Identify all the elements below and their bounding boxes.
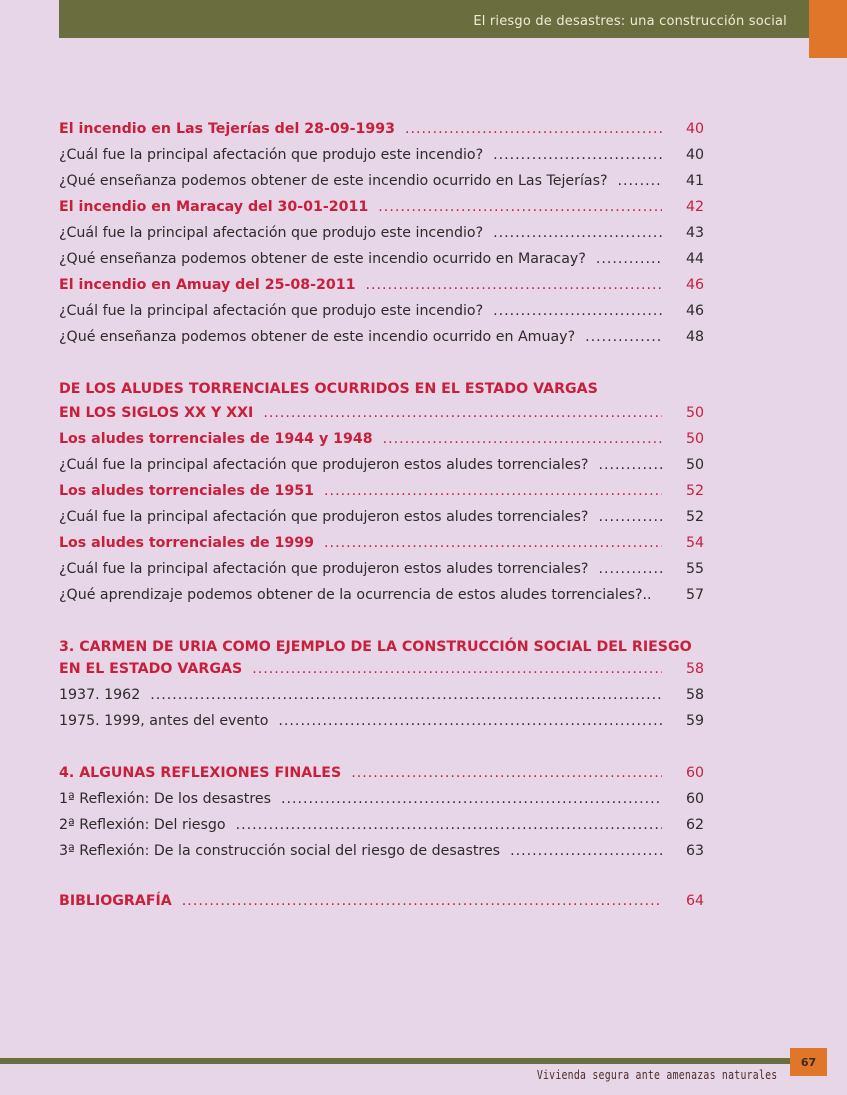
toc-page-number: 55: [685, 561, 704, 577]
toc-heading-entry[interactable]: [59, 400, 704, 422]
toc-entry-label: 1975. 1999, antes del evento: [59, 713, 269, 729]
header-bar: [59, 0, 828, 38]
toc-entry-label: ¿Qué enseñanza podemos obtener de este incendio ocurrido en Las Tejerías?: [59, 173, 608, 189]
dot-leader: [324, 534, 662, 552]
toc-page-number: 50: [685, 457, 704, 473]
toc-page-number: 62: [685, 817, 704, 833]
dot-leader: [150, 686, 662, 704]
toc-page-number: 63: [685, 843, 704, 859]
toc-heading-entry[interactable]: [59, 116, 704, 138]
toc-entry-label: ¿Cuál fue la principal afectación que produjeron estos aludes torrenciales?: [59, 509, 589, 525]
toc-entry[interactable]: [59, 246, 704, 268]
toc-section-heading: DE LOS ALUDES TORRENCIALES OCURRIDOS EN EL ESTADO VARGAS: [59, 381, 598, 397]
dot-leader: [383, 430, 662, 448]
toc-entry-label: EN EL ESTADO VARGAS: [59, 661, 243, 677]
toc-entry-label: El incendio en Maracay del 30-01-2011: [59, 199, 369, 215]
toc-heading-entry[interactable]: [59, 194, 704, 216]
toc-page-number: 46: [685, 303, 704, 319]
toc-entry-label: 4. ALGUNAS REFLEXIONES FINALES: [59, 765, 342, 781]
page-number-badge: 67: [790, 1048, 827, 1076]
toc-page-number: 40: [685, 147, 704, 163]
dot-leader: [510, 842, 662, 860]
toc-page-number: 40: [685, 121, 704, 137]
toc-entry-label: 2ª Reflexión: Del riesgo: [59, 817, 226, 833]
dot-leader: [252, 660, 662, 678]
toc-page-number: 50: [685, 431, 704, 447]
toc-entry-label: ¿Qué enseñanza podemos obtener de este incendio ocurrido en Amuay?: [59, 329, 576, 345]
toc-entry-label: BIBLIOGRAFÍA: [59, 893, 172, 909]
footer-rule: [0, 1058, 790, 1064]
toc-page-number: 52: [685, 509, 704, 525]
dot-leader: [405, 120, 662, 138]
toc-page-number: 58: [685, 661, 704, 677]
toc-entry[interactable]: [59, 838, 704, 860]
toc-heading-entry[interactable]: [59, 478, 704, 500]
toc-heading-entry[interactable]: [59, 426, 704, 448]
toc-entry-label: ¿Cuál fue la principal afectación que produjeron estos aludes torrenciales?: [59, 561, 589, 577]
toc-page-number: 44: [685, 251, 704, 267]
toc-page-number: 50: [685, 405, 704, 421]
toc-section-heading: 3. CARMEN DE URIA COMO EJEMPLO DE LA CONSTRUCCIÓN SOCIAL DEL RIESGO: [59, 639, 692, 655]
toc-page-number: 60: [685, 765, 704, 781]
dot-leader: [324, 482, 662, 500]
toc-page-number: 58: [685, 687, 704, 703]
toc-entry[interactable]: [59, 556, 704, 578]
toc-entry[interactable]: [59, 168, 704, 190]
toc-entry-label: EN LOS SIGLOS XX Y XXI: [59, 405, 254, 421]
dot-leader: [351, 764, 662, 782]
toc-entry-label: Los aludes torrenciales de 1999: [59, 535, 315, 551]
toc-entry-label: ¿Cuál fue la principal afectación que produjo este incendio?: [59, 303, 484, 319]
toc-entry[interactable]: [59, 220, 704, 242]
dot-leader: [182, 892, 662, 910]
toc-entry[interactable]: [59, 504, 704, 526]
toc-entry-label: ¿Cuál fue la principal afectación que produjo este incendio?: [59, 225, 484, 241]
toc-heading-entry[interactable]: [59, 272, 704, 294]
toc-entry[interactable]: [59, 812, 704, 834]
toc-entry[interactable]: [59, 452, 704, 474]
toc-entry[interactable]: [59, 708, 704, 730]
toc-entry-label: 1937. 1962: [59, 687, 141, 703]
toc-entry-label: El incendio en Amuay del 25-08-2011: [59, 277, 356, 293]
toc-entry-label: 3ª Reflexión: De la construcción social del riesgo de desastres: [59, 843, 501, 859]
dot-leader: [365, 276, 662, 294]
toc-entry-label: ¿Qué enseñanza podemos obtener de este incendio ocurrido en Maracay?: [59, 251, 586, 267]
toc-entry[interactable]: [59, 682, 704, 704]
toc-page-number: 48: [685, 329, 704, 345]
book-title-footer: Vivienda segura ante amenazas naturales: [536, 1068, 777, 1082]
toc-heading-entry[interactable]: [59, 530, 704, 552]
toc-page-number: 42: [685, 199, 704, 215]
dot-leader: [596, 250, 662, 268]
toc-page-number: 41: [685, 173, 704, 189]
dot-leader: [263, 404, 662, 422]
toc-page-number: 60: [685, 791, 704, 807]
dot-leader: [493, 302, 662, 320]
toc-heading-entry[interactable]: [59, 888, 704, 910]
toc-page-number: 43: [685, 225, 704, 241]
toc-entry-label: ¿Cuál fue la principal afectación que produjeron estos aludes torrenciales?: [59, 457, 589, 473]
corner-tab: [809, 0, 847, 58]
dot-leader: [585, 328, 662, 346]
dot-leader: [598, 560, 662, 578]
toc-entry[interactable]: [59, 582, 704, 604]
toc-heading-entry[interactable]: [59, 760, 704, 782]
toc-page-number: 52: [685, 483, 704, 499]
toc-entry[interactable]: [59, 786, 704, 808]
dot-leader: [493, 146, 662, 164]
toc-entry-label: ¿Cuál fue la principal afectación que produjo este incendio?: [59, 147, 484, 163]
toc-entry[interactable]: [59, 142, 704, 164]
dot-leader: [598, 456, 662, 474]
dot-leader: [278, 712, 662, 730]
dot-leader: [598, 508, 662, 526]
toc-entry-label: 1ª Reflexión: De los desastres: [59, 791, 271, 807]
toc-entry-label: El incendio en Las Tejerías del 28-09-1993: [59, 121, 396, 137]
toc-page-number: 59: [685, 713, 704, 729]
dot-leader: [281, 790, 662, 808]
toc-entry-label: Los aludes torrenciales de 1944 y 1948: [59, 431, 373, 447]
toc-entry-label: Los aludes torrenciales de 1951: [59, 483, 315, 499]
dot-leader: [618, 172, 662, 190]
toc-page-number: 57: [685, 587, 704, 603]
toc-page-number: 64: [685, 893, 704, 909]
dot-leader: [493, 224, 662, 242]
toc-entry-label: ¿Qué aprendizaje podemos obtener de la ocurrencia de estos aludes torrenciales?..: [59, 587, 652, 603]
running-header-title: El riesgo de desastres: una construcción social: [473, 14, 787, 29]
toc-page-number: 54: [685, 535, 704, 551]
toc-entry[interactable]: [59, 298, 704, 320]
dot-leader: [378, 198, 662, 216]
toc-page-number: 46: [685, 277, 704, 293]
dot-leader: [236, 816, 662, 834]
toc-heading-entry[interactable]: [59, 656, 704, 678]
toc-entry[interactable]: [59, 324, 704, 346]
